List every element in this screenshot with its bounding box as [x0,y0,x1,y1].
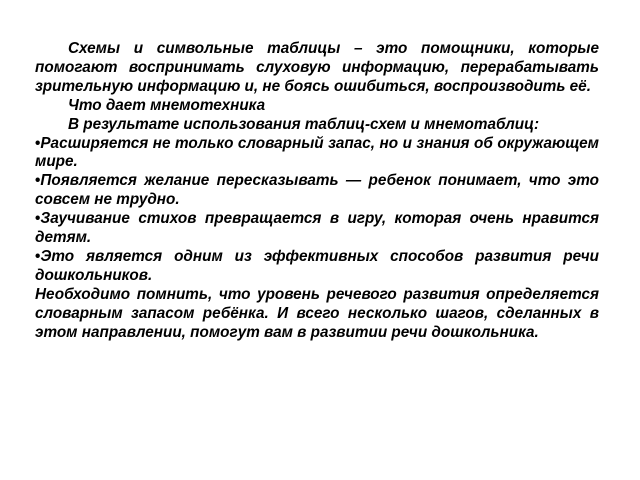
list-item [35,248,599,286]
bullet-icon: • [35,247,41,265]
bullet-icon: • [35,172,41,190]
conclusion-paragraph: Необходимо помнить, что уровень речевого развития определяется словарным запасом ребёнка. И всего несколько шагов, сделанных в этом направлении, помогут вам в развитии речи дошкольника. [35,285,599,341]
list-item-text: Расширяется не только словарный запас, но и знания об окружающем мире. [35,134,599,171]
bullet-list [35,135,599,286]
list-item [35,210,599,248]
list-item [35,135,599,173]
list-item-text: Заучивание стихов превращается в игру, которая очень нравится детям. [35,210,599,247]
intro-paragraph: Схемы и символьные таблицы – это помощники, которые помогают воспринимать слуховую информацию, перерабатывать зрительную информацию и, не боясь ошибиться, воспроизводить её. [35,40,599,95]
list-item-text: Это является одним из эффективных способов развития речи дошкольников. [35,247,599,284]
lead-paragraph: В результате использования таблиц-схем и мнемотаблиц: [68,115,540,133]
bullet-icon: • [35,210,41,228]
list-item [35,172,599,210]
text-block [35,40,599,343]
list-item-text: Появляется желание пересказывать — ребенок понимает, что это совсем не трудно. [35,172,599,209]
bullet-icon: • [35,134,41,152]
section-heading: Что дает мнемотехника [68,96,266,114]
